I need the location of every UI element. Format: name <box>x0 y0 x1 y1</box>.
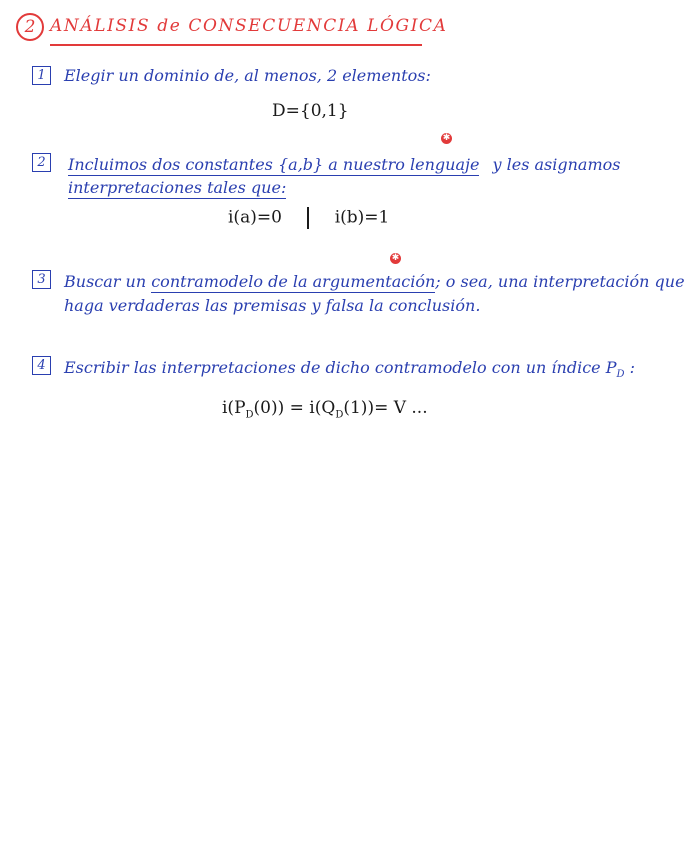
step-3-text-c: ; o sea, una interpretación que <box>435 272 685 291</box>
step-4-formula <box>222 398 428 420</box>
formula-part-2: (0)) = i(Q <box>253 398 336 418</box>
step-1-formula: D={0,1} <box>272 101 349 121</box>
step-4-number: 4 <box>32 356 51 375</box>
step-1-text: Elegir un dominio de, al menos, 2 elementos: <box>64 66 431 85</box>
section-number: 2 <box>16 13 44 41</box>
step-2-text-line1 <box>68 155 620 174</box>
step-4-colon: : <box>629 358 636 377</box>
formula-i-a: i(a)=0 <box>228 207 282 228</box>
page-title: ANÁLISIS de CONSECUENCIA LÓGICA <box>50 16 448 36</box>
asterisk-marker-1: ✱ <box>442 133 451 143</box>
title-underline <box>50 44 422 46</box>
asterisk-marker-2: ✱ <box>391 253 400 263</box>
step-2-text-line2 <box>68 178 286 197</box>
step-3-text-a: Buscar un <box>64 272 147 291</box>
step-3-text-line2: haga verdaderas las premisas y falsa la conclusión. <box>64 296 481 315</box>
formula-part-1: i(P <box>222 398 246 418</box>
formula-i-b: i(b)=1 <box>334 207 390 228</box>
step-2-underlined-text-2: interpretaciones tales que: <box>68 178 287 197</box>
step-3-number: 3 <box>32 270 51 289</box>
formula-sub-1: D <box>245 409 254 421</box>
step-2-formula <box>228 207 389 229</box>
formula-sub-2: D <box>335 409 344 421</box>
step-4-subscript: D <box>616 369 625 381</box>
step-1-number: 1 <box>32 66 51 85</box>
step-4-text <box>64 358 635 380</box>
step-3-text-line1 <box>64 272 685 291</box>
step-2-number: 2 <box>32 153 51 172</box>
formula-part-3: (1))= V ... <box>343 398 428 418</box>
step-2-text-tail: y les asignamos <box>492 155 621 174</box>
step-3-underlined-text: contramodelo de la argumentación <box>151 272 436 291</box>
formula-separator <box>307 207 309 229</box>
step-2-underlined-text: Incluimos dos constantes {a,b} a nuestro lenguaje <box>68 155 480 174</box>
step-4-text-main: Escribir las interpretaciones de dicho contramodelo con un índice P <box>64 358 617 377</box>
